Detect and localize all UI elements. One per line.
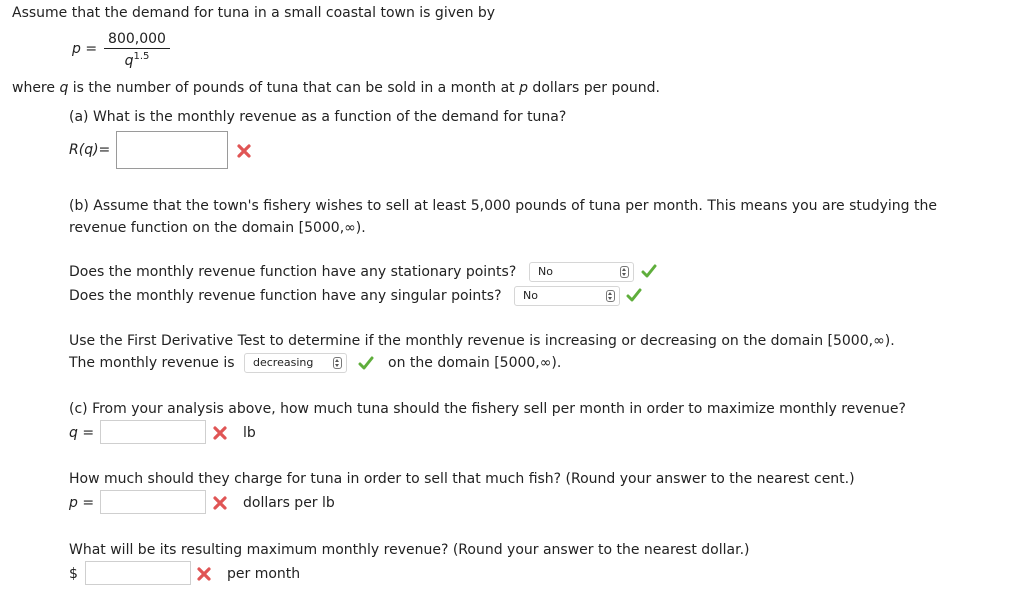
equation-numerator: 800,000	[104, 31, 170, 49]
first-derivative-test-line: Use the First Derivative Test to determine if the monthly revenue is increasing or decreasing on the domain [5000,∞).	[69, 333, 895, 349]
monthly-revenue-direction-select[interactable]	[244, 353, 347, 373]
price-unit: dollars per lb	[243, 495, 335, 511]
chevron-updown-icon	[333, 357, 342, 369]
chevron-updown-icon	[606, 290, 615, 302]
intro-text: Assume that the demand for tuna in a small coastal town is given by	[12, 5, 496, 21]
monthly-revenue-prefix: The monthly revenue is	[69, 355, 235, 371]
part-a-question: (a) What is the monthly revenue as a function of the demand for tuna?	[69, 109, 567, 125]
checkmark-icon	[641, 263, 657, 279]
equation-lhs: p =	[72, 41, 98, 57]
where-sentence: where q is the number of pounds of tuna that can be sold in a month at p dollars per pound.	[12, 80, 660, 96]
revenue-function-input[interactable]	[116, 131, 228, 169]
monthly-revenue-direction-selected: decreasing	[253, 356, 314, 369]
quantity-unit: lb	[243, 425, 256, 441]
stationary-points-question: Does the monthly revenue function have any stationary points?	[69, 264, 517, 280]
max-revenue-unit: per month	[227, 566, 301, 582]
singular-points-selected: No	[523, 289, 538, 302]
checkmark-icon	[626, 287, 642, 303]
quantity-label: q =	[69, 425, 95, 441]
revenue-question: What will be its resulting maximum monthly revenue? (Round your answer to the nearest dollar.)	[69, 542, 750, 558]
singular-points-question: Does the monthly revenue function have any singular points?	[69, 288, 502, 304]
quantity-input[interactable]	[100, 420, 206, 444]
x-mark-icon	[236, 143, 252, 159]
x-mark-icon	[212, 495, 228, 511]
x-mark-icon	[212, 425, 228, 441]
checkmark-icon	[358, 355, 374, 371]
singular-points-select[interactable]	[514, 286, 620, 306]
revenue-function-label: R(q)=	[69, 142, 111, 158]
equation-fraction	[104, 31, 170, 69]
price-label: p =	[69, 495, 95, 511]
chevron-updown-icon	[620, 266, 629, 278]
x-mark-icon	[196, 566, 212, 582]
part-c-question: (c) From your analysis above, how much tuna should the fishery sell per month in order to maximize monthly revenue?	[69, 401, 906, 417]
stationary-points-selected: No	[538, 265, 553, 278]
price-question: How much should they charge for tuna in order to sell that much fish? (Round your answer to the nearest cent.)	[69, 471, 855, 487]
max-revenue-input[interactable]	[85, 561, 191, 585]
equation-denominator: $q^{1.5}$	[124, 51, 150, 69]
part-b-line1: (b) Assume that the town's fishery wishes to sell at least 5,000 pounds of tuna per month. This means you are studying the	[69, 198, 937, 214]
stationary-points-select[interactable]	[529, 262, 634, 282]
part-b-line2: revenue function on the domain [5000,∞).	[69, 220, 366, 236]
dollar-sign-label: $	[69, 566, 78, 582]
monthly-revenue-suffix: on the domain [5000,∞).	[388, 355, 562, 371]
price-input[interactable]	[100, 490, 206, 514]
